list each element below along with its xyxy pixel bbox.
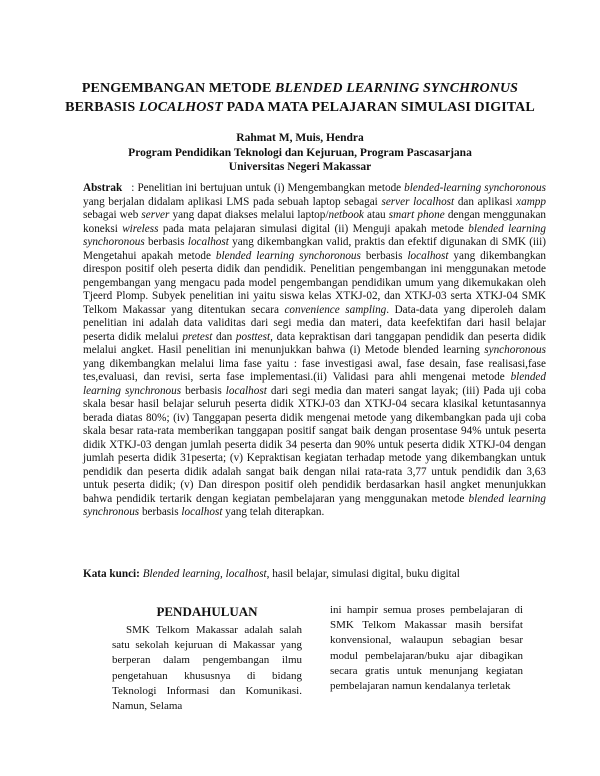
abstract: Abstrak : Penelitian ini bertujuan untuk (i) Mengembangkan metode blended-learning synchoronous yang berjalan didalam aplikasi LMS pada sebuah laptop sebagai server localhost dan aplikasi xampp sebagai web server yang dapat diakses melalui laptop/netbook atau smart phone dengan menggunakan koneksi wireless pada mata pelajaran simulasi digital (ii) Menguji apakah metode blended learning synchoronous berbasis localhost yang dikembangkan valid, praktis dan efektif digunakan di SMK (iii) Mengetahui apakah metode blended learning synchoronous berbasis localhost yang dikembangkan direspon positif oleh peserta didik dan pendidik. Penelitian pengembangan ini menggunakan metode pengembangan yang mengacu pada model pengembangan pendidikan umum yang dikemukakan oleh Tjeerd Plomp. Subyek penelitian ini yaitu siswa kelas XTKJ-02, dan XTKJ-03 serta XTKJ-04 SMK Telkom Makassar yang ditentukan secara convenience sampling. Data-data yang diperoleh dalam penelitian ini adalah data validitas dari segi media dan materi, data keefektifan dari hasil belajar peserta didik melalui pretest dan posttest, data kepraktisan dari tanggapan pendidik dan peserta didik melalui angket. Hasil penelitian ini menunjukkan bahwa (i) Metode blended learning synchoronous yang dikembangkan melalui lima fase yaitu : fase investigasi awal, fase desain, fase realisasi,fase tes,evaluasi, dan revisi, serta fase implementasi.(ii) Validasi para ahli mengenai metode blended learning synchronous berbasis localhost dari segi media dan materi sangat layak; (iii) Pada uji coba skala besar hasil belajar seluruh peserta didik XTKJ-03 dan XTKJ-04 secara klasikal ketuntasannya berada diatas 80%; (iv) Tanggapan peserta didik mengenai metode yang dikembangkan pada uji coba skala besar rata-rata memberikan tanggapan positif sangat baik dengan prosentase 94% untuk peserta didik XTKJ-03 dengan jumlah peserta didik 34 peserta dan 90% untuk peserta didik XTKJ-04 dengan jumlah peserta didik 31peserta; (v) Kepraktisan kegiatan terhadap metode yang dikembangkan untuk pendidik dan peserta didik adalah sangat baik dengan nilai rata-rata 3,77 untuk pendidik dan 3,63 untuk peserta didik; (v) Dan direspon positif oleh pendidik berdasarkan hasil angket menunjukkan bahwa pendidik tertarik dengan kegiatan pembelajaran yang menggunakan metode blended learning synchronous berbasis localhost yang telah diterapkan. xyxy=(83,182,547,518)
keywords-italic: Blended learning, localhost xyxy=(142,568,267,580)
paper-title-line-2: BERBASIS LOCALHOST PADA MATA PELAJARAN SIMULASI DIGITAL xyxy=(65,100,535,115)
intro-paragraph-right: ini hampir semua proses pembelajaran di SMK Telkom Makassar masih bersifat konvensional, walaupun sebagian besar modul pembelajaran/buku ajar dibagikan secara gratis untuk menunjang kegiatan pembelajaran namun kendalanya terletak xyxy=(330,604,523,693)
intro-left-column xyxy=(112,603,302,714)
keywords xyxy=(83,567,553,581)
keywords-rest: , hasil belajar, simulasi digital, buku digital xyxy=(266,568,460,580)
author-names: Rahmat M, Muis, Hendra xyxy=(236,132,364,144)
abstract-label: Abstrak xyxy=(83,182,123,194)
author-university: Universitas Negeri Makassar xyxy=(228,161,372,173)
paper-title-line-1: PENGEMBANGAN METODE BLENDED LEARNING SYNCHRONUS xyxy=(81,81,519,96)
intro-right-column xyxy=(330,603,523,694)
author-program: Program Pendidikan Teknologi dan Kejuruan, Program Pascasarjana xyxy=(128,147,472,159)
keywords-label: Kata kunci: xyxy=(83,568,140,580)
intro-paragraph-left: SMK Telkom Makassar adalah salah satu sekolah kejuruan di Makassar yang berperan dalam pengembangan ilmu pengetahuan khususnya di bidang Teknologi Informasi dan Komunikasi. Namun, Selama xyxy=(112,624,302,713)
section-heading-pendahuluan: PENDAHULUAN xyxy=(156,604,258,619)
